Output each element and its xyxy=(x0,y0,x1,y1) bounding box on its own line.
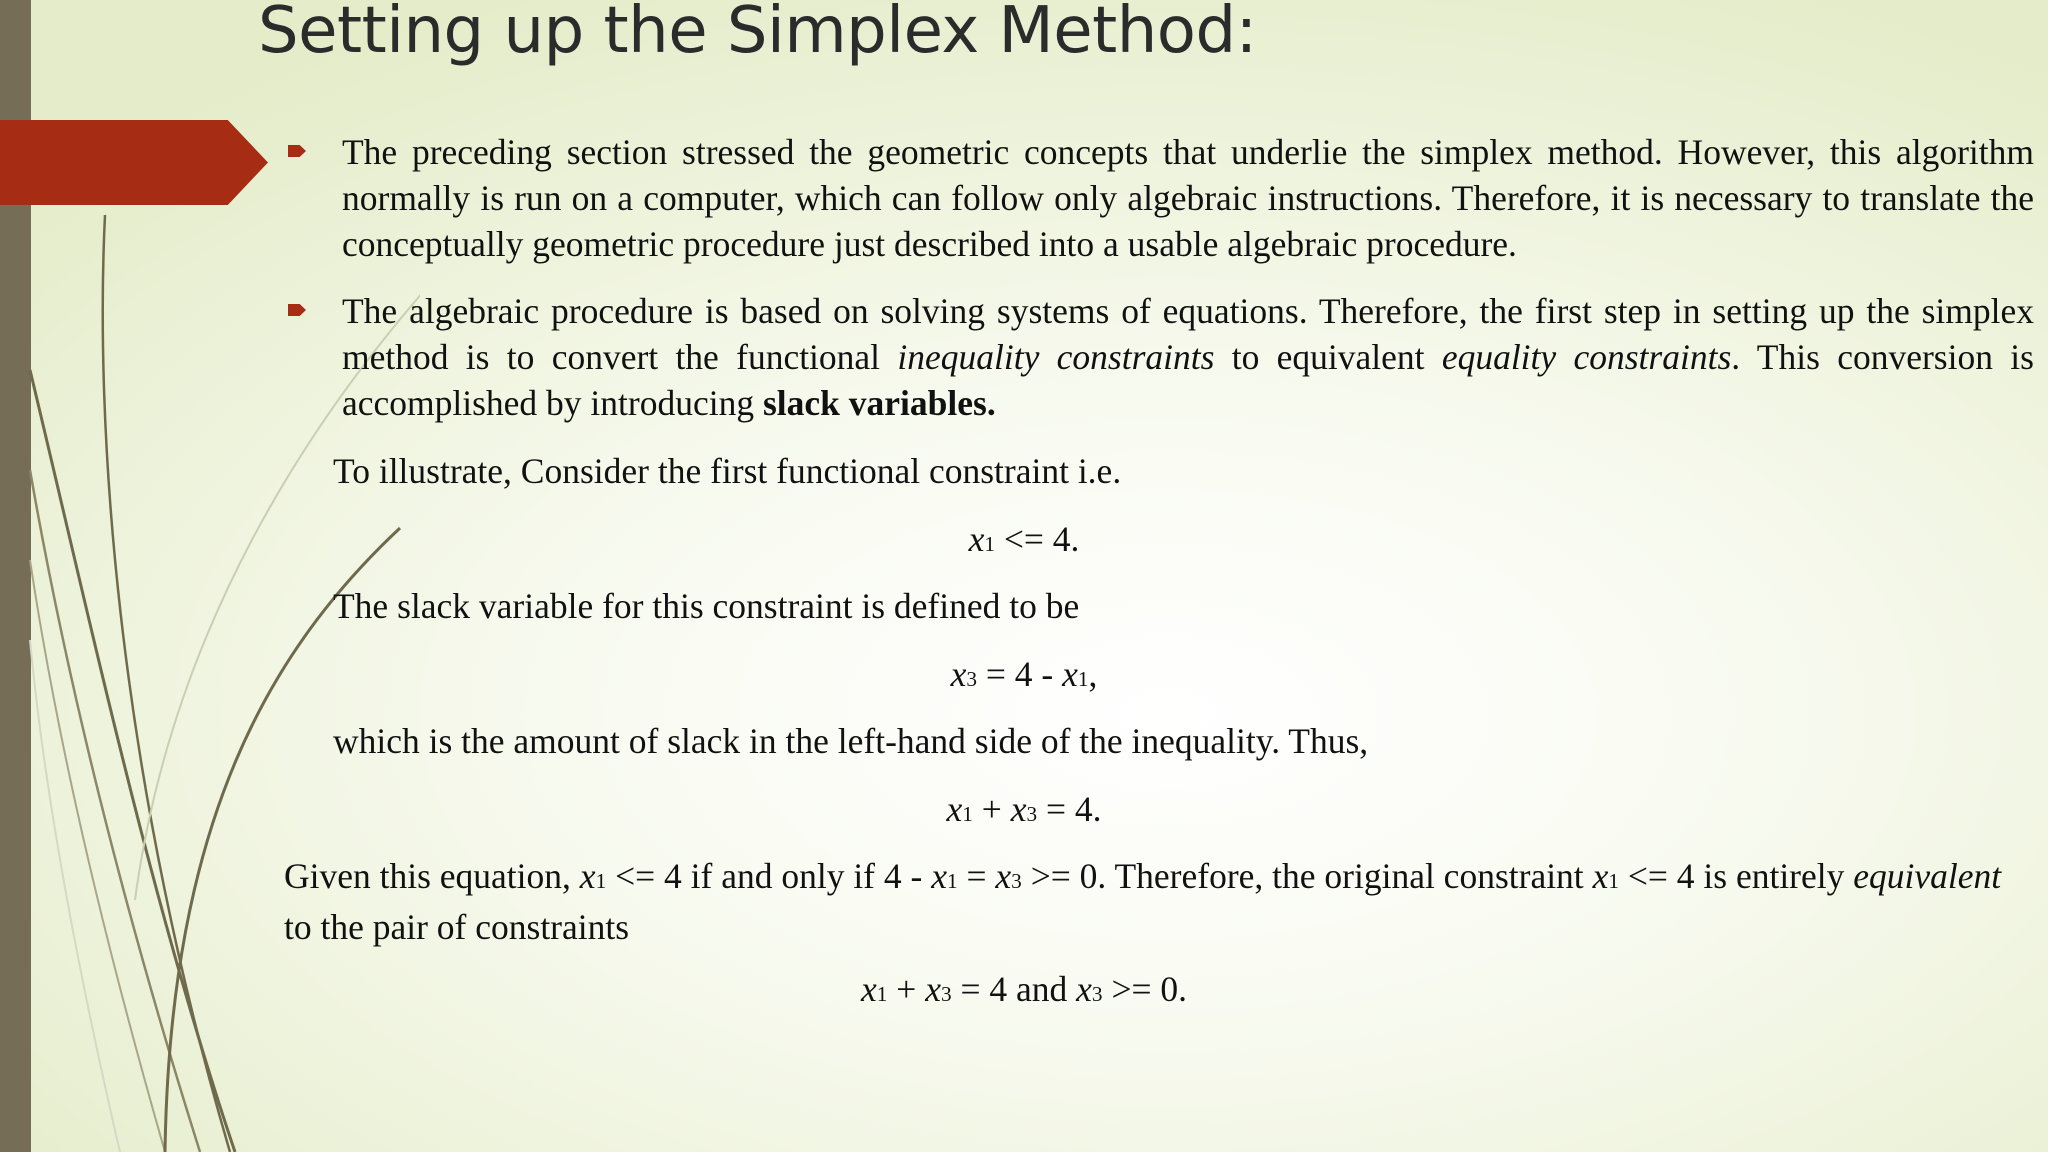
equation-1: x1 <= 4. xyxy=(968,519,1080,559)
equation-2: x3 = 4 - x1, xyxy=(950,654,1098,694)
slide-title: Setting up the Simplex Method: xyxy=(258,0,1257,68)
illustrate-line: To illustrate, Consider the first functional constraint i.e. xyxy=(333,451,1122,491)
equivalence-paragraph: Given this equation, x1 <= 4 if and only if 4 - x1 = x3 >= 0. Therefore, the original constraint x1 <= 4 is entirely equivalent to the pair of constraints xyxy=(284,856,2002,947)
bullet-paragraph-2: The algebraic procedure is based on solving systems of equations. Therefore, the first step in setting up the simplex method is to convert the functional inequality constraints to equivalent equality constraints. This conversion is accomplished by introducing slack variables. xyxy=(342,291,2034,423)
equation-4: x1 + x3 = 4 and x3 >= 0. xyxy=(861,969,1187,1009)
accent-arrow xyxy=(0,120,268,205)
bullet-paragraph-1: The preceding section stressed the geometric concepts that underlie the simplex method. However, this algorithm normally is run on a computer, which can follow only algebraic instructions. Therefore, it is necessary to translate the conceptually geometric procedure just described into a usable algebraic procedure. xyxy=(342,132,2034,264)
slack-definition-line: The slack variable for this constraint is defined to be xyxy=(333,586,1080,626)
equation-3: x1 + x3 = 4. xyxy=(946,789,1102,829)
slack-amount-line: which is the amount of slack in the left-hand side of the inequality. Thus, xyxy=(333,721,1369,761)
